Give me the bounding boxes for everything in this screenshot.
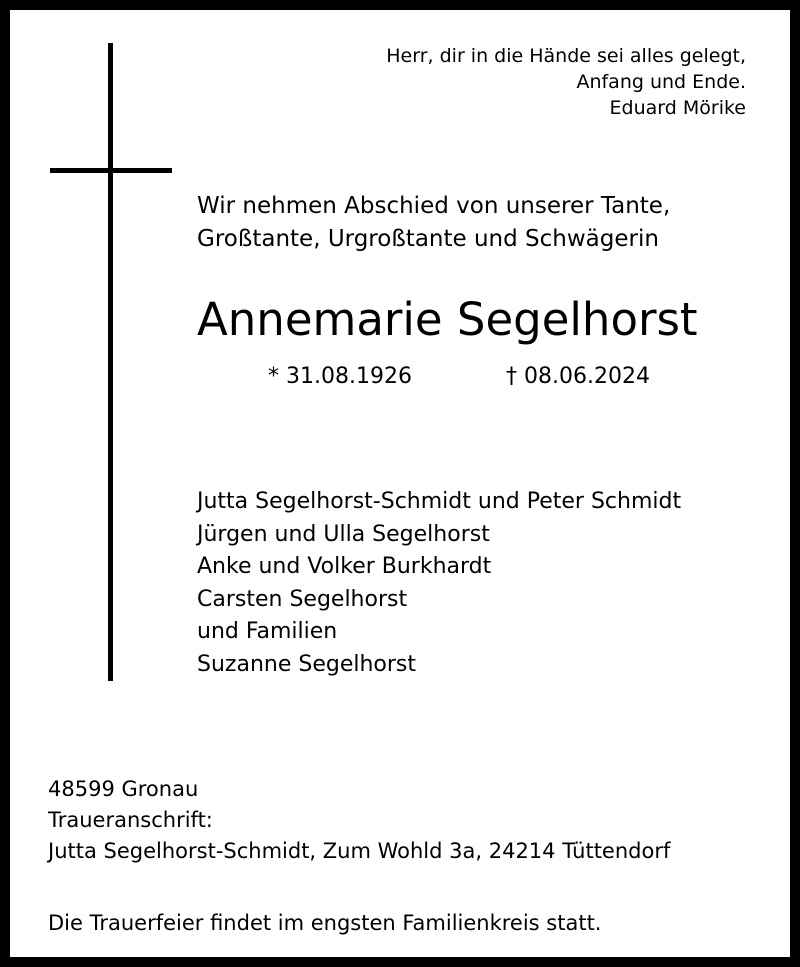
cross-icon-horizontal-bar: [50, 168, 172, 173]
intro-line: Großtante, Urgroßtante und Schwägerin: [197, 226, 659, 252]
deceased-name: Annemarie Segelhorst: [197, 293, 698, 346]
cross-icon-vertical-bar: [108, 43, 113, 681]
bible-quote: [386, 43, 746, 121]
quote-line: Anfang und Ende.: [576, 71, 746, 93]
quote-line: Herr, dir in die Hände sei alles gelegt,: [386, 45, 746, 67]
funeral-notice: Die Trauerfeier findet im engsten Familienkreis statt.: [48, 911, 602, 935]
relative-entry: und Familien: [197, 619, 338, 644]
relative-entry: Jürgen und Ulla Segelhorst: [197, 521, 490, 547]
address-label: Traueranschrift:: [48, 808, 213, 832]
address-place: 48599 Gronau: [48, 777, 199, 801]
mourning-address: [48, 774, 670, 867]
birth-date: * 31.08.1926: [268, 364, 412, 389]
intro-line: Wir nehmen Abschied von unserer Tante,: [197, 193, 671, 219]
farewell-intro: [197, 190, 670, 256]
quote-author: Eduard Mörike: [609, 97, 746, 119]
relative-entry: Carsten Segelhorst: [197, 586, 408, 612]
death-date: † 08.06.2024: [506, 364, 650, 389]
relative-entry: Anke und Volker Burkhardt: [197, 554, 492, 579]
address-contact: Jutta Segelhorst-Schmidt, Zum Wohld 3a, 24214 Tüttendorf: [48, 839, 671, 863]
relatives-list: [197, 486, 681, 681]
relative-entry: Jutta Segelhorst-Schmidt und Peter Schmidt: [197, 489, 682, 514]
relative-entry: Suzanne Segelhorst: [197, 651, 417, 677]
